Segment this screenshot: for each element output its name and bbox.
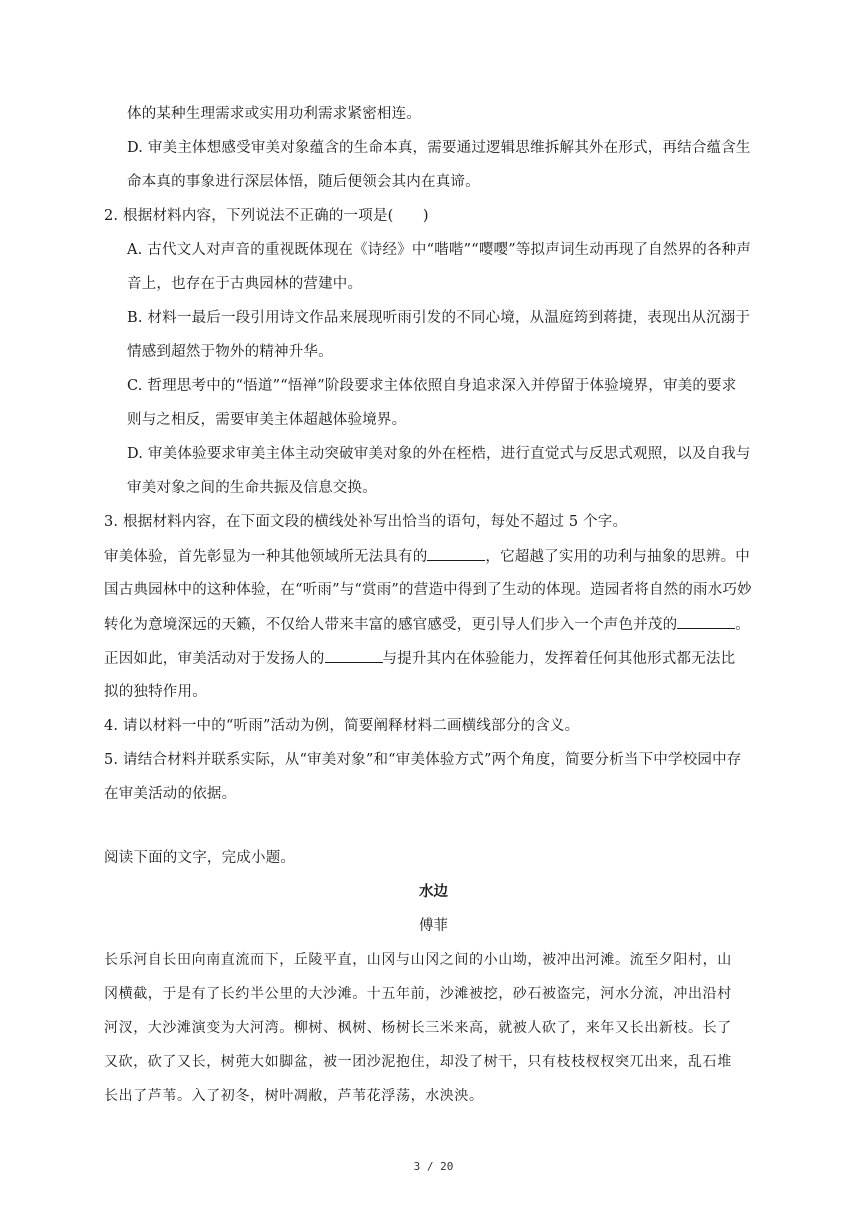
- q3-passage-text: 正因如此，审美活动对于发扬人的: [104, 651, 325, 667]
- q2-option-d-line-2: 审美对象之间的生命共振及信息交换。: [127, 480, 377, 496]
- narrative-line-4: 又砍，砍了又长，树蔸大如脚盆，被一团沙泥抱住，却没了树干，只有枝枝杈杈突兀出来，乱石堆: [104, 1054, 732, 1070]
- narrative-line-5: 长出了芦苇。入了初冬，树叶凋敝，芦苇花浮荡，水泱泱。: [104, 1088, 484, 1104]
- q2-option-a-line-1: A. 古代文人对声音的重视既体现在《诗经》中“喈喈”“嘤嘤”等拟声词生动再现了自然界的各种声: [127, 242, 752, 258]
- q2-option-d-line-1: D. 审美体验要求审美主体主动突破审美对象的外在桎梏，进行直觉式与反思式观照，以及自我与: [127, 446, 751, 462]
- q3-passage-line-4: [104, 648, 735, 669]
- question-4: 4. 请以材料一中的“听雨”活动为例，简要阐释材料二画横线部分的含义。: [104, 718, 580, 734]
- q3-passage-text: 转化为意境深远的天籁，不仅给人带来丰富的感官感受，更引导人们步入一个声色并茂的: [104, 617, 678, 633]
- q2-option-b-line-2: 情感到超然于物外的精神升华。: [127, 344, 333, 360]
- q3-passage-text: 审美体验，首先彰显为一种其他领域所无法具有的: [104, 549, 428, 565]
- question-5-line-2: 在审美活动的依据。: [104, 786, 237, 802]
- narrative-line-1: 长乐河自长田向南直流而下，丘陵平直，山冈与山冈之间的小山坳，被冲出河滩。流至夕阳村，山: [104, 952, 732, 968]
- q3-passage-line-5: 拟的独特作用。: [104, 684, 207, 700]
- option-c-continuation: 体的某种生理需求或实用功利需求紧密相连。: [127, 106, 421, 122]
- question-5-line-1: 5. 请结合材料并联系实际，从“审美对象”和“审美体验方式”两个角度，简要分析当下中学校园中存: [104, 752, 742, 768]
- q2-option-b-line-1: B. 材料一最后一段引用诗文作品来展现听雨引发的不同心境，从温庭筠到蒋捷，表现出从沉溺于: [127, 310, 751, 326]
- option-d-line-1: D. 审美主体想感受审美对象蕴含的生命本真，需要通过逻辑思维拆解其外在形式，再结合蕴含生: [127, 140, 751, 156]
- story-title: 水边: [419, 883, 448, 900]
- q2-option-a-line-2: 音上，也存在于古典园林的营建中。: [127, 276, 363, 292]
- fill-in-blank-1[interactable]: [427, 546, 485, 561]
- question-2: 2. 根据材料内容，下列说法不正确的一项是( ): [104, 208, 429, 224]
- fill-in-blank-3[interactable]: [325, 648, 383, 663]
- q3-passage-text: ，它超越了实用的功利与抽象的思辨。中: [485, 549, 751, 565]
- q3-passage-line-3: [104, 614, 750, 635]
- reading-instruction: 阅读下面的文字，完成小题。: [104, 850, 296, 866]
- q3-passage-line-1: [104, 546, 750, 567]
- q3-passage-text: 与提升其内在体验能力，发挥着任何其他形式都无法比: [382, 651, 736, 667]
- page-number: 3 / 20: [413, 1160, 454, 1173]
- q2-option-c-line-1: C. 哲理思考中的“悟道”“悟禅”阶段要求主体依照自身追求深入并停留于体验境界，审美的要求: [127, 378, 737, 394]
- fill-in-blank-2[interactable]: [677, 614, 735, 629]
- q2-option-c-line-2: 则与之相反，需要审美主体超越体验境界。: [127, 412, 407, 428]
- story-author: 傅菲: [419, 918, 448, 934]
- question-3: 3. 根据材料内容，在下面文段的横线处补写出恰当的语句，每处不超过 5 个字。: [104, 514, 628, 530]
- option-d-line-2: 命本真的事象进行深层体悟，随后便领会其内在真谛。: [127, 174, 480, 190]
- narrative-line-3: 河汊，大沙滩演变为大河湾。柳树、枫树、杨树长三米来高，就被人砍了，来年又长出新枝。长了: [104, 1020, 732, 1036]
- q3-passage-line-2: 国古典园林中的这种体验，在“听雨”与“赏雨”的营造中得到了生动的体现。造园者将自然的雨水巧妙: [104, 582, 752, 598]
- q3-passage-text: 。: [735, 617, 750, 633]
- narrative-line-2: 冈横截，于是有了长约半公里的大沙滩。十五年前，沙滩被挖，砂石被盗完，河水分流，冲出沿村: [104, 986, 732, 1002]
